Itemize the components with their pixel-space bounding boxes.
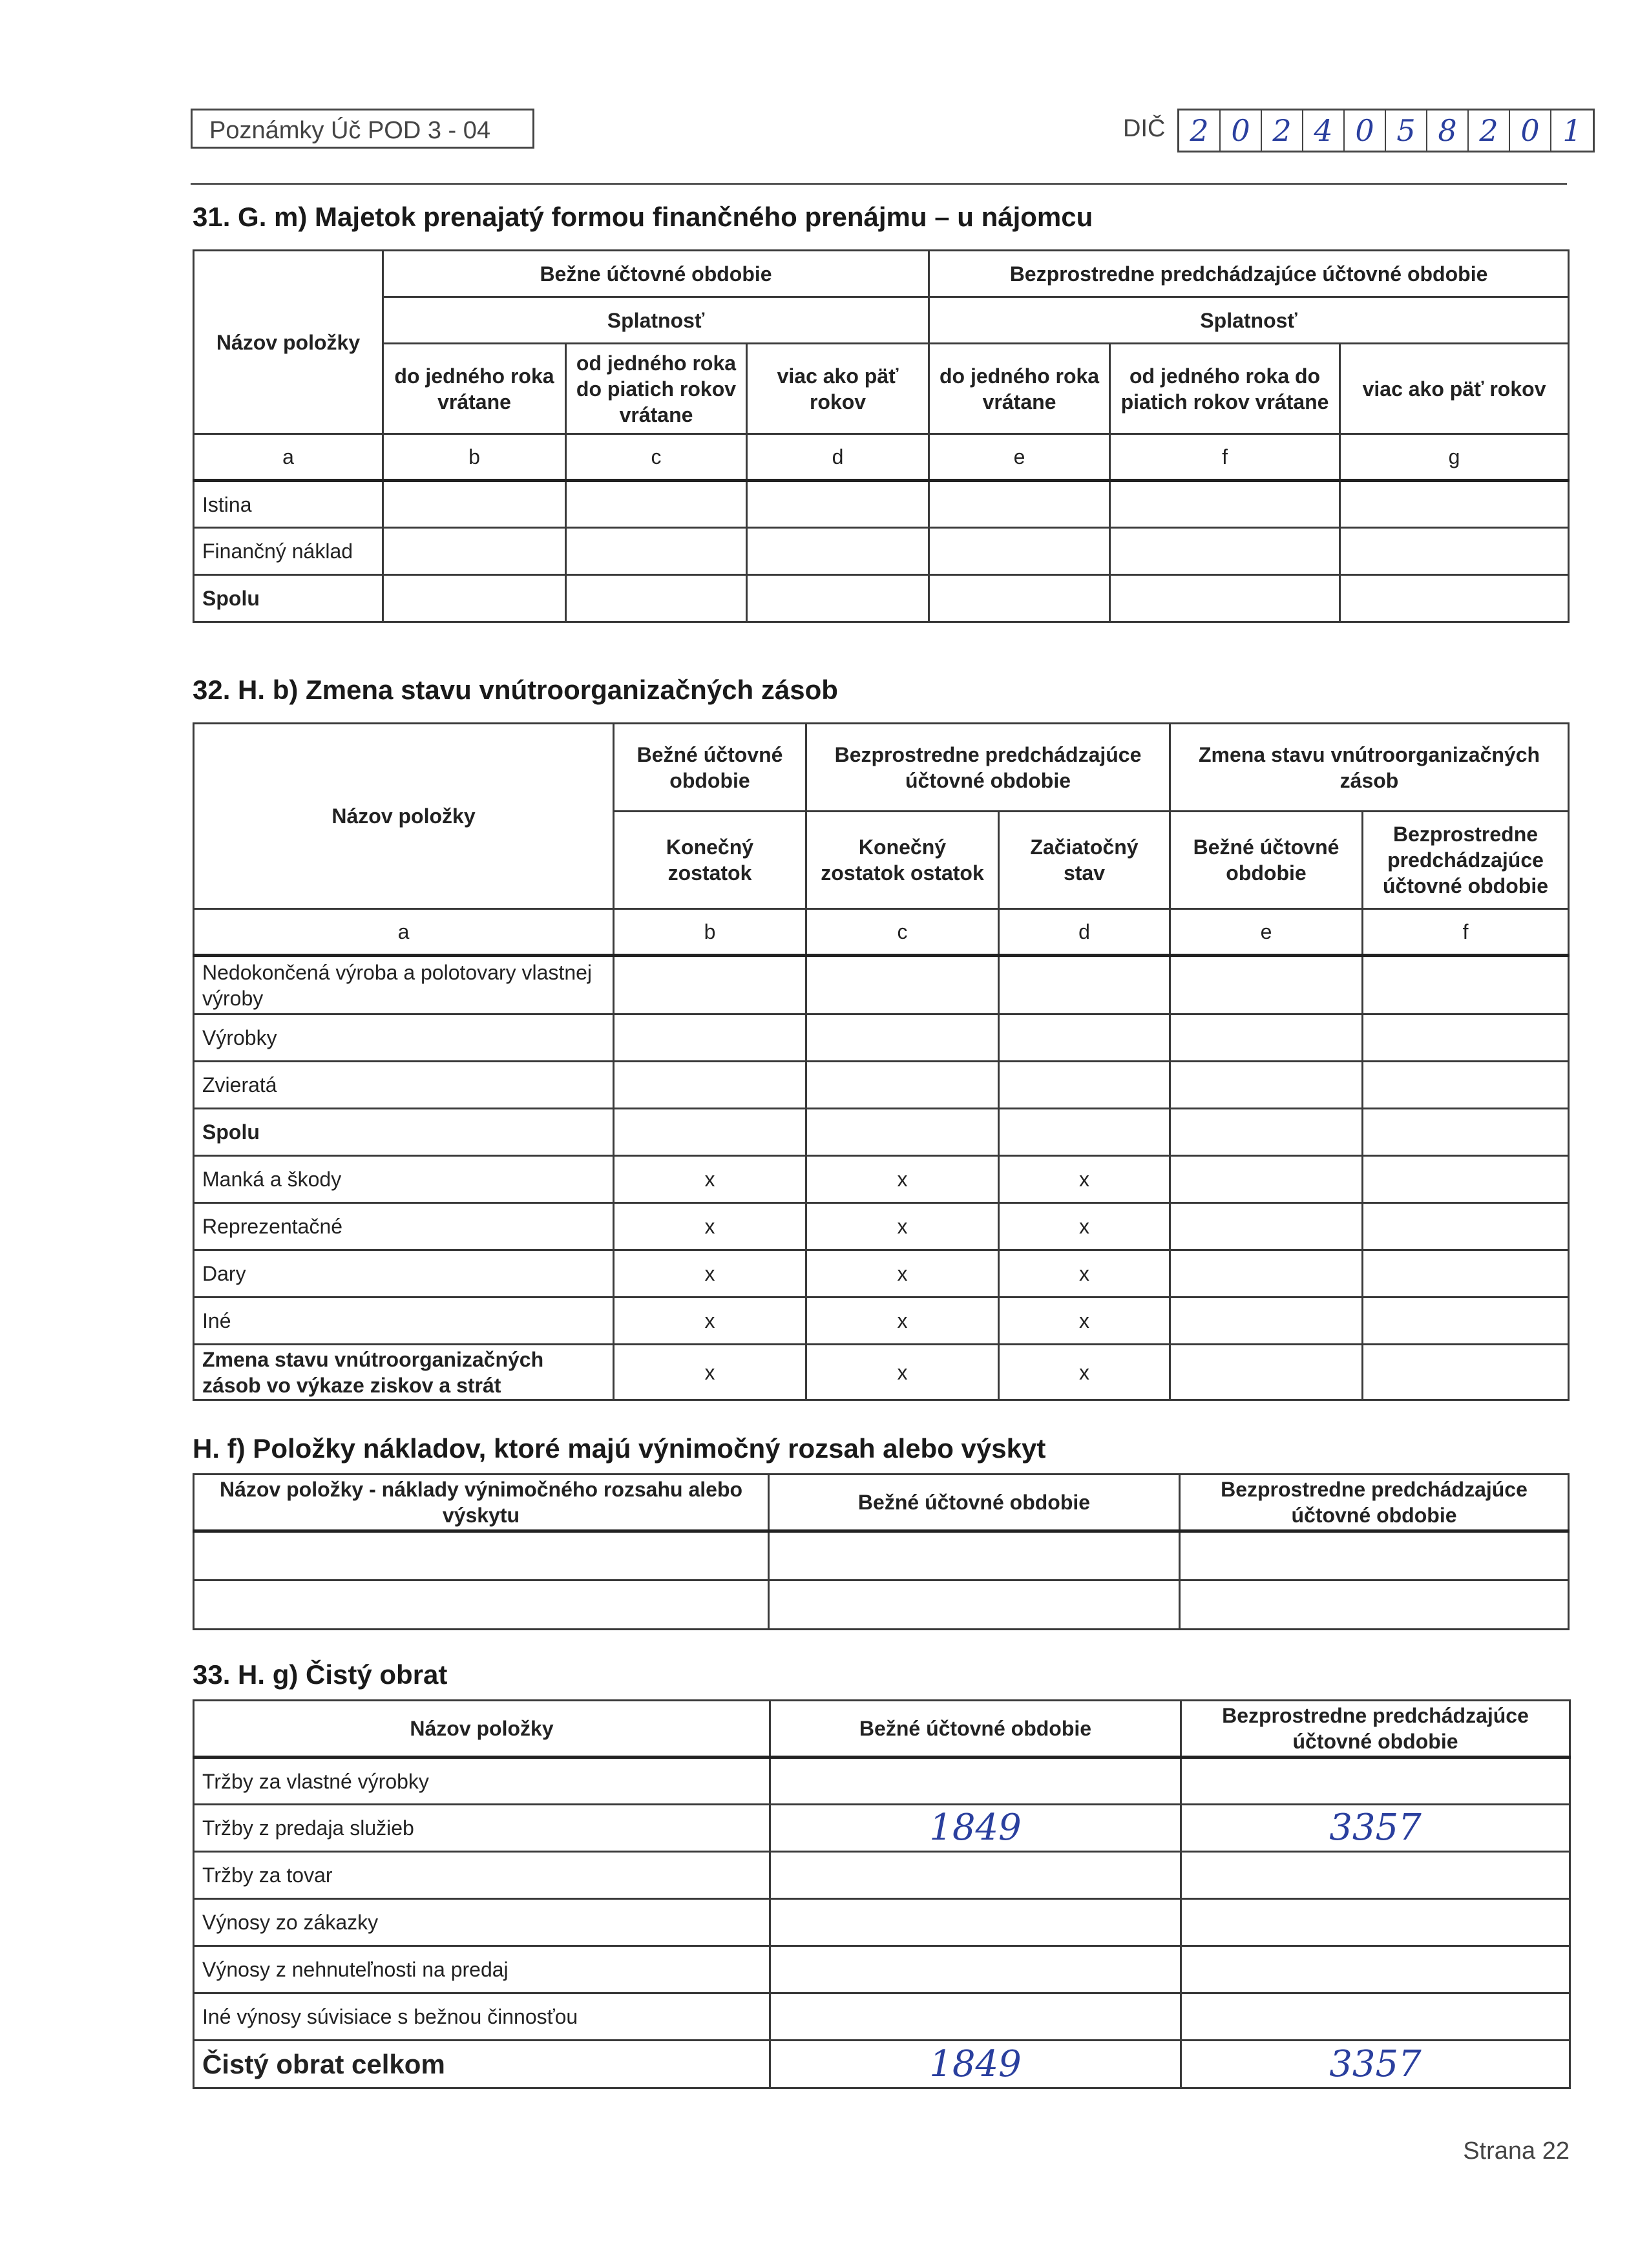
column-letter: f — [1110, 434, 1340, 481]
cell[interactable] — [999, 1109, 1170, 1156]
x-mark: x — [806, 1250, 999, 1297]
current-period-header: Bežne účtovné obdobie — [383, 251, 929, 297]
previous-period-header: Bezprostredne predchádzajúce účtovné obdobie — [806, 724, 1170, 812]
x-mark: x — [614, 1156, 806, 1203]
row-label: Nedokončená výroba a polotovary vlastnej výroby — [194, 956, 614, 1014]
cell[interactable] — [566, 528, 747, 575]
dic-label: DIČ — [1123, 115, 1166, 142]
table-31 — [193, 249, 1570, 623]
cell[interactable] — [747, 528, 929, 575]
x-mark: x — [806, 1297, 999, 1345]
cell[interactable] — [614, 1109, 806, 1156]
current-value[interactable] — [770, 1852, 1181, 1899]
col-name-header: Názov položky — [194, 251, 383, 434]
cell[interactable] — [1170, 1250, 1363, 1297]
cell[interactable] — [1170, 1109, 1363, 1156]
row-label: Reprezentačné — [194, 1203, 614, 1250]
section-32-heading: 32. H. b) Zmena stavu vnútroorganizačných zásob — [193, 675, 838, 705]
table-row — [194, 481, 1569, 528]
x-mark: x — [999, 1203, 1170, 1250]
column-letter: e — [1170, 909, 1363, 956]
cell[interactable] — [1170, 1156, 1363, 1203]
dic-digit: 5 — [1386, 110, 1427, 151]
cell[interactable] — [1110, 528, 1340, 575]
table-row — [194, 1531, 1569, 1580]
cell[interactable] — [566, 575, 747, 622]
cell[interactable] — [1340, 528, 1569, 575]
cell[interactable] — [1180, 1531, 1569, 1580]
table-hf — [193, 1473, 1570, 1630]
change-current-header: Bežné účtovné obdobie — [1170, 812, 1363, 909]
x-mark: x — [999, 1345, 1170, 1400]
cell[interactable] — [1363, 1297, 1569, 1345]
cell[interactable] — [614, 956, 806, 1014]
cell[interactable] — [1363, 1345, 1569, 1400]
table-row — [194, 1297, 1569, 1345]
column-letter: d — [747, 434, 929, 481]
row-label: Dary — [194, 1250, 614, 1297]
dic-digit: 0 — [1510, 110, 1551, 151]
x-mark: x — [806, 1203, 999, 1250]
table-row — [194, 1250, 1569, 1297]
cell[interactable] — [194, 1580, 769, 1630]
cell[interactable] — [1180, 1580, 1569, 1630]
column-letter: a — [194, 434, 383, 481]
table-row — [194, 575, 1569, 622]
x-mark: x — [999, 1250, 1170, 1297]
previous-value[interactable] — [1181, 1946, 1570, 1993]
cell[interactable] — [999, 1062, 1170, 1109]
cell[interactable] — [383, 528, 566, 575]
cell[interactable] — [614, 1062, 806, 1109]
column-letter: f — [1363, 909, 1569, 956]
previous-value[interactable] — [1181, 1758, 1570, 1805]
over-five-years-header: viac ako päť rokov — [1340, 344, 1569, 434]
previous-period-header: Bezprostredne predchádzajúce účtovné obdobie — [1181, 1701, 1570, 1758]
dic-digit: 4 — [1303, 110, 1345, 151]
header-divider — [191, 183, 1567, 185]
row-label: Spolu — [194, 1109, 614, 1156]
row-label: Tržby za tovar — [194, 1852, 770, 1899]
x-mark: x — [614, 1345, 806, 1400]
dic-field — [1177, 109, 1595, 152]
cell[interactable] — [769, 1580, 1180, 1630]
row-label: Tržby za vlastné výrobky — [194, 1758, 770, 1805]
cell[interactable] — [1110, 481, 1340, 528]
cell[interactable] — [1170, 1345, 1363, 1400]
maturity-header: Splatnosť — [929, 297, 1569, 344]
dic-digit: 8 — [1427, 110, 1469, 151]
x-mark: x — [806, 1156, 999, 1203]
cell[interactable] — [929, 528, 1110, 575]
row-label: Manká a škody — [194, 1156, 614, 1203]
table-row — [194, 1345, 1569, 1400]
form-title: Poznámky Úč POD 3 - 04 — [191, 109, 534, 149]
dic-digit: 0 — [1221, 110, 1262, 151]
total-label: Čistý obrat celkom — [194, 2041, 770, 2088]
cell[interactable] — [1170, 956, 1363, 1014]
cell[interactable] — [1340, 481, 1569, 528]
previous-value[interactable] — [1181, 1852, 1570, 1899]
current-value[interactable] — [770, 1946, 1181, 1993]
cell[interactable] — [1170, 1062, 1363, 1109]
cell[interactable] — [1363, 1156, 1569, 1203]
cell[interactable] — [1170, 1203, 1363, 1250]
previous-period-header: Bezprostredne predchádzajúce účtovné obdobie — [929, 251, 1569, 297]
row-label: Spolu — [194, 575, 383, 622]
row-label: Istina — [194, 481, 383, 528]
current-value[interactable] — [770, 1758, 1181, 1805]
page-number: Strana 22 — [1463, 2137, 1570, 2165]
over-five-years-header: viac ako päť rokov — [747, 344, 929, 434]
cell[interactable] — [747, 481, 929, 528]
dic-digit: 0 — [1345, 110, 1386, 151]
current-period-header: Bežné účtovné obdobie — [614, 724, 806, 812]
cell[interactable] — [806, 1062, 999, 1109]
current-value[interactable] — [770, 1899, 1181, 1946]
column-letter: b — [614, 909, 806, 956]
section-33-heading: 33. H. g) Čistý obrat — [193, 1659, 448, 1690]
x-mark: x — [614, 1297, 806, 1345]
x-mark: x — [999, 1297, 1170, 1345]
column-letter: d — [999, 909, 1170, 956]
x-mark: x — [614, 1250, 806, 1297]
table-row — [194, 1758, 1570, 1805]
closing-balance-header: Konečný zostatok ostatok — [806, 812, 999, 909]
dic-digit: 2 — [1469, 110, 1510, 151]
cell[interactable] — [806, 1109, 999, 1156]
maturity-header: Splatnosť — [383, 297, 929, 344]
cell[interactable] — [1110, 575, 1340, 622]
dic-digit: 2 — [1262, 110, 1303, 151]
cell[interactable] — [383, 481, 566, 528]
current-period-header: Bežné účtovné obdobie — [770, 1701, 1181, 1758]
table-row — [194, 528, 1569, 575]
x-mark: x — [999, 1156, 1170, 1203]
total-current-value[interactable]: 1849 — [770, 2041, 1181, 2088]
cell[interactable] — [999, 956, 1170, 1014]
row-label: Finančný náklad — [194, 528, 383, 575]
row-label: Iné výnosy súvisiace s bežnou činnosťou — [194, 1993, 770, 2041]
previous-period-header: Bezprostredne predchádzajúce účtovné obdobie — [1180, 1475, 1569, 1531]
column-letter: a — [194, 909, 614, 956]
table-33 — [193, 1699, 1571, 2089]
cell[interactable] — [769, 1531, 1180, 1580]
section-31-heading: 31. G. m) Majetok prenajatý formou finančného prenájmu – u nájomcu — [193, 202, 1093, 232]
cell[interactable] — [383, 575, 566, 622]
table-row — [194, 1993, 1570, 2041]
x-mark: x — [614, 1203, 806, 1250]
one-to-five-years-header: od jedného roka do piatich rokov vrátane — [566, 344, 747, 434]
change-group-header: Zmena stavu vnútroorganizačných zásob — [1170, 724, 1569, 812]
current-value[interactable] — [770, 1993, 1181, 2041]
table-row — [194, 1852, 1570, 1899]
total-previous-value[interactable]: 3357 — [1181, 2041, 1570, 2088]
col-name-header: Názov položky — [194, 1701, 770, 1758]
col-name-header: Názov položky - náklady výnimočného rozsahu alebo výskytu — [194, 1475, 769, 1531]
table-row — [194, 2041, 1570, 2088]
row-label: Tržby z predaja služieb — [194, 1805, 770, 1852]
one-to-five-years-header: od jedného roka do piatich rokov vrátane — [1110, 344, 1340, 434]
col-name-header: Názov položky — [194, 724, 614, 909]
table-row — [194, 1156, 1569, 1203]
cell[interactable] — [806, 1014, 999, 1062]
column-letter: c — [806, 909, 999, 956]
previous-value[interactable] — [1181, 1993, 1570, 2041]
current-period-header: Bežné účtovné obdobie — [769, 1475, 1180, 1531]
section-hf-heading: H. f) Položky nákladov, ktoré majú výnimočný rozsah alebo výskyt — [193, 1433, 1046, 1464]
table-row — [194, 1899, 1570, 1946]
table-row — [194, 1109, 1569, 1156]
cell[interactable] — [929, 481, 1110, 528]
opening-balance-header: Začiatočný stav — [999, 812, 1170, 909]
cell[interactable] — [806, 956, 999, 1014]
cell[interactable] — [999, 1014, 1170, 1062]
table-row — [194, 1805, 1570, 1852]
row-label: Výrobky — [194, 1014, 614, 1062]
cell[interactable] — [1363, 1109, 1569, 1156]
cell[interactable] — [1363, 1062, 1569, 1109]
table-row — [194, 1203, 1569, 1250]
cell[interactable] — [1363, 956, 1569, 1014]
row-label: Iné — [194, 1297, 614, 1345]
table-row — [194, 1014, 1569, 1062]
table-row — [194, 1946, 1570, 1993]
dic-digit: 1 — [1562, 113, 1582, 148]
current-value[interactable]: 1849 — [770, 1805, 1181, 1852]
table-row — [194, 1580, 1569, 1630]
dic-digit: 2 — [1179, 110, 1221, 151]
previous-value[interactable]: 3357 — [1181, 1805, 1570, 1852]
row-label: Výnosy z nehnuteľnosti na predaj — [194, 1946, 770, 1993]
cell[interactable] — [1363, 1203, 1569, 1250]
cell[interactable] — [194, 1531, 769, 1580]
cell[interactable] — [929, 575, 1110, 622]
table-row — [194, 1062, 1569, 1109]
column-letter: e — [929, 434, 1110, 481]
cell[interactable] — [1340, 575, 1569, 622]
cell[interactable] — [614, 1014, 806, 1062]
cell[interactable] — [1170, 1014, 1363, 1062]
table-32 — [193, 722, 1570, 1401]
row-label: Zvieratá — [194, 1062, 614, 1109]
cell[interactable] — [1363, 1250, 1569, 1297]
closing-balance-header: Konečný zostatok — [614, 812, 806, 909]
cell[interactable] — [1363, 1014, 1569, 1062]
up-to-one-year-header: do jedného roka vrátane — [929, 344, 1110, 434]
table-row — [194, 956, 1569, 1014]
column-letter: b — [383, 434, 566, 481]
column-letter: c — [566, 434, 747, 481]
x-mark: x — [806, 1345, 999, 1400]
change-previous-header: Bezprostredne predchádzajúce účtovné obdobie — [1363, 812, 1569, 909]
column-letter: g — [1340, 434, 1569, 481]
cell[interactable] — [1170, 1297, 1363, 1345]
previous-value[interactable] — [1181, 1899, 1570, 1946]
row-label: Výnosy zo zákazky — [194, 1899, 770, 1946]
cell[interactable] — [566, 481, 747, 528]
row-label: Zmena stavu vnútroorganizačných zásob vo výkaze ziskov a strát — [194, 1345, 614, 1400]
up-to-one-year-header: do jedného roka vrátane — [383, 344, 566, 434]
cell[interactable] — [747, 575, 929, 622]
